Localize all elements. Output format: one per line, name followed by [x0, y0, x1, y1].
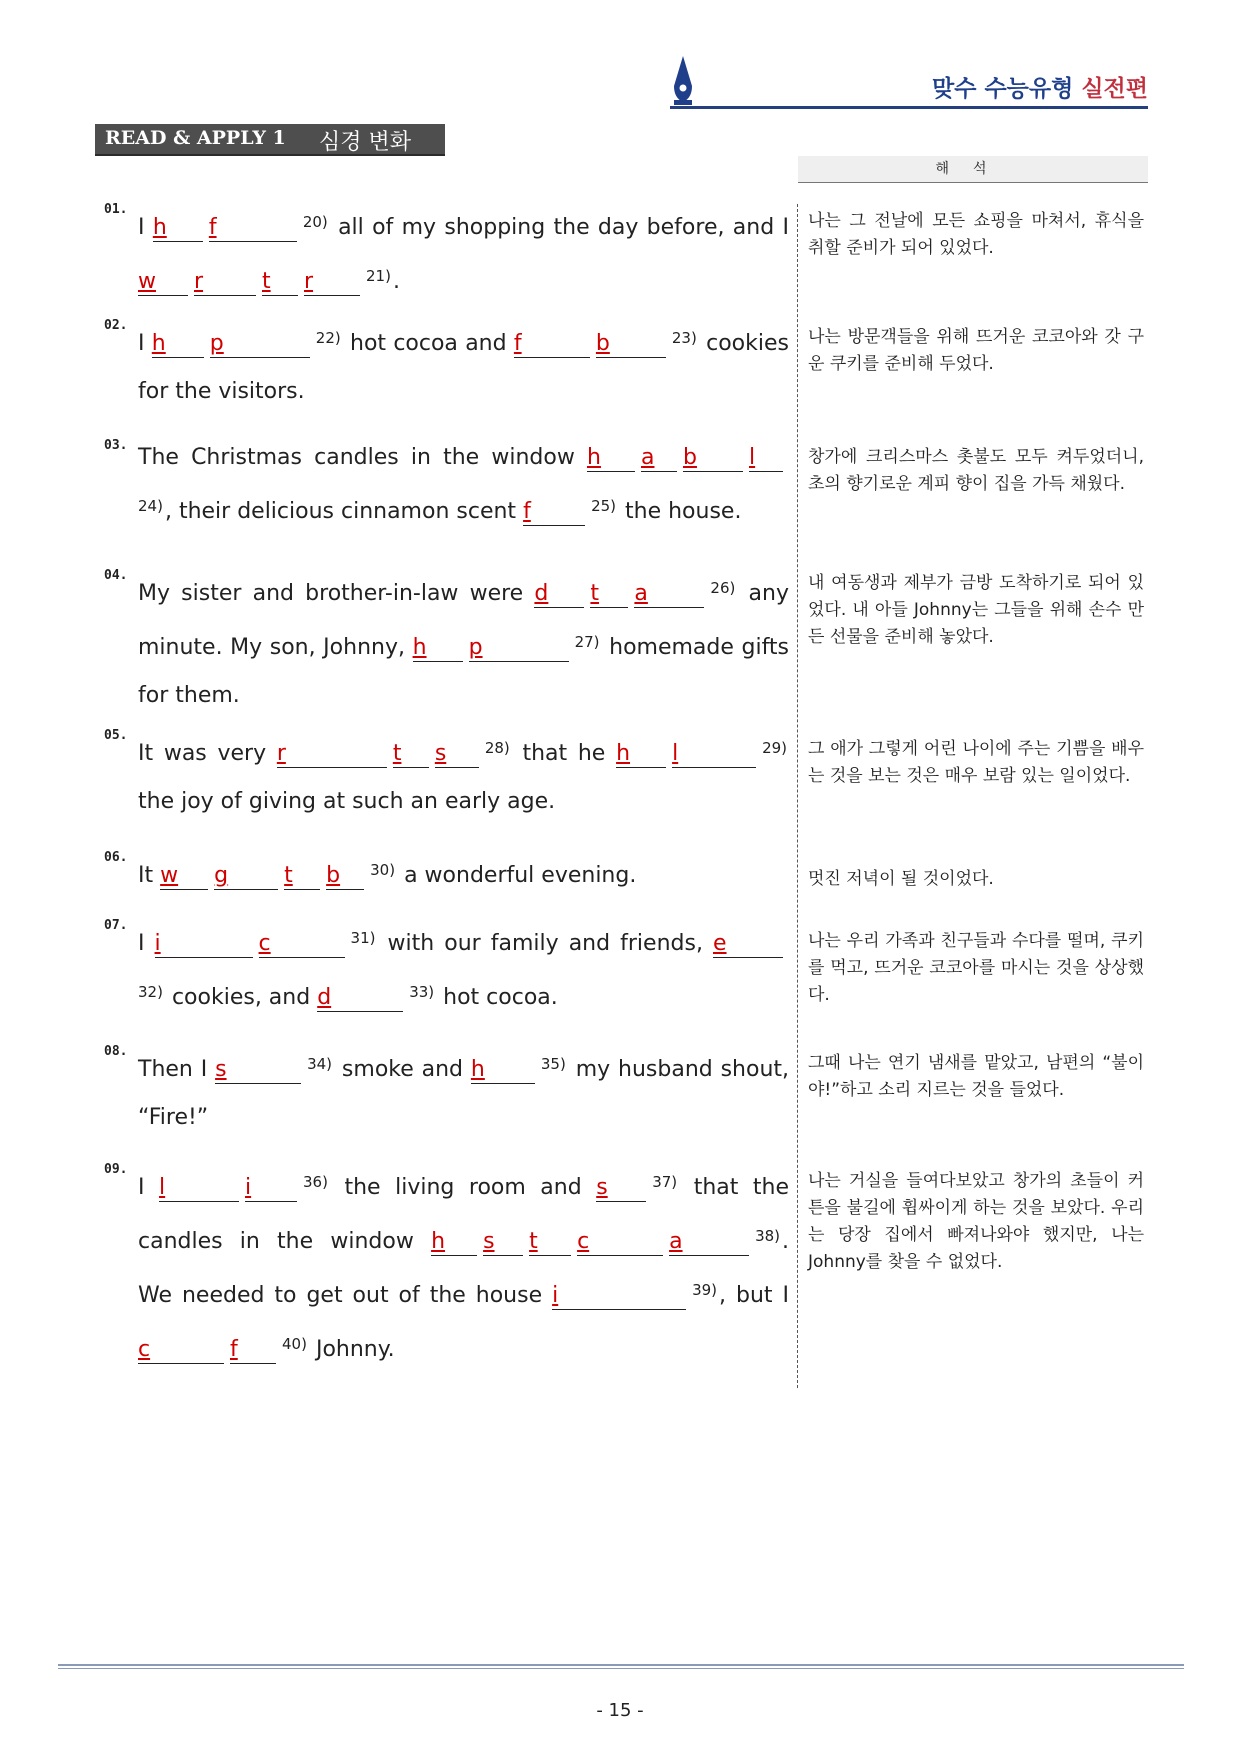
exercise-sentence: I l i $^{36)}$ the living room and s $^{37)}$ that the candles in the window h s t c a $^{38)}$. We needed to get out of the house i $^{39)}$, but I c f $^{40)}$ Johnny.: [138, 1173, 790, 1362]
answer-blank[interactable]: t: [262, 269, 298, 296]
answer-blank[interactable]: h: [152, 331, 204, 358]
answer-blank[interactable]: i: [245, 1175, 297, 1202]
answer-blank[interactable]: s: [596, 1175, 646, 1202]
item-number: 02.: [104, 318, 128, 333]
answer-blank[interactable]: r: [304, 269, 360, 296]
exercise-sentence: My sister and brother-in-law were d t a $^{26)}$ any minute. My son, Johnny, h p $^{27)}$ homemade gifts for them.: [138, 579, 790, 708]
column-divider: [797, 204, 798, 1388]
translation-text: 멋진 저녁이 될 것이었다.: [808, 869, 994, 889]
exercise-sentence: I h f $^{20)}$ all of my shopping the day before, and I w r t r $^{21)}$.: [138, 213, 789, 294]
answer-blank[interactable]: r: [194, 269, 256, 296]
footer-rule: [58, 1668, 1184, 1669]
answer-blank[interactable]: f: [523, 499, 585, 526]
item-number: 06.: [104, 850, 128, 865]
exercise-sentence: I i c $^{31)}$ with our family and friends, $e^{32)}$ cookies, and d $^{33)}$ hot cocoa.: [138, 914, 789, 1022]
answer-blank[interactable]: s: [435, 741, 479, 768]
answer-blank[interactable]: s: [483, 1229, 523, 1256]
exercise-sentence: It w g t b $^{30)}$ a wonderful evening.: [138, 861, 637, 888]
answer-blank[interactable]: t: [393, 741, 429, 768]
exercise-item: [104, 564, 789, 720]
brand-main: 맞수 수능유형: [932, 76, 1082, 102]
answer-blank[interactable]: a: [641, 445, 677, 472]
answer-blank[interactable]: h: [413, 635, 463, 662]
exercise-item: [104, 434, 789, 536]
exercise-sentence: It was very r t s $^{28)}$ that he h l $^{29)}$ the joy of giving at such an early age.: [138, 739, 788, 814]
exercise-item: [104, 1040, 789, 1142]
answer-blank[interactable]: b: [683, 445, 743, 472]
answer-blank[interactable]: t: [529, 1229, 571, 1256]
header-brand: [932, 70, 1148, 103]
answer-blank[interactable]: r: [277, 741, 387, 768]
answer-blank[interactable]: l: [672, 741, 756, 768]
exercise-item: [104, 198, 789, 306]
item-number: 03.: [104, 438, 128, 453]
exercise-item: [104, 724, 789, 826]
answer-blank[interactable]: h: [431, 1229, 477, 1256]
answer-blank[interactable]: i: [155, 931, 253, 958]
answer-blank[interactable]: l: [749, 445, 783, 472]
item-number: 08.: [104, 1044, 128, 1059]
answer-blank[interactable]: t: [284, 863, 320, 890]
translation-header: 해석: [798, 156, 1148, 183]
answer-blank[interactable]: p: [469, 635, 569, 662]
answer-blank[interactable]: a: [669, 1229, 749, 1256]
section-banner: [95, 124, 445, 156]
answer-blank[interactable]: d: [534, 581, 584, 608]
answer-blank[interactable]: w: [138, 269, 188, 296]
item-number: 01.: [104, 202, 128, 217]
answer-blank[interactable]: h: [587, 445, 635, 472]
answer-blank[interactable]: c: [577, 1229, 663, 1256]
item-number: 09.: [104, 1162, 128, 1177]
item-number: 05.: [104, 728, 128, 743]
answer-blank[interactable]: b: [326, 863, 364, 890]
translation-text: 나는 방문객들을 위해 뜨거운 코코아와 갓 구운 쿠키를 준비해 두었다.: [808, 327, 1144, 374]
answer-blank[interactable]: a: [634, 581, 704, 608]
exercise-item: [104, 914, 789, 1022]
translation-text: 그 애가 그렇게 어린 나이에 주는 기쁨을 배우는 것을 보는 것은 매우 보람 있는 일이었다.: [808, 739, 1144, 786]
exercise-item: [104, 846, 789, 900]
answer-blank[interactable]: h: [616, 741, 666, 768]
item-number: 04.: [104, 568, 128, 583]
answer-blank[interactable]: t: [590, 581, 628, 608]
fountain-pen-icon: [672, 56, 694, 106]
answer-blank[interactable]: b: [596, 331, 666, 358]
page-number: - 15 -: [596, 1700, 644, 1721]
translation-text: 창가에 크리스마스 촛불도 모두 켜두었더니, 초의 향기로운 계피 향이 집을 가득 채웠다.: [808, 447, 1144, 494]
brand-accent: 실전편: [1081, 76, 1148, 102]
exercise-item: [104, 1158, 789, 1374]
answer-blank[interactable]: w: [160, 863, 208, 890]
section-title-ko: 심경 변화: [319, 130, 412, 155]
answer-blank[interactable]: i: [552, 1283, 686, 1310]
exercise-sentence: The Christmas candles in the window h a b $l^{24)}$, their delicious cinnamon scent f $^{25)}$ the house.: [138, 434, 789, 536]
exercise-sentence: Then I s $^{34)}$ smoke and h $^{35)}$ my husband shout, “Fire!”: [138, 1055, 790, 1130]
answer-blank[interactable]: f: [209, 215, 297, 242]
translation-text: 나는 그 전날에 모든 쇼핑을 마쳐서, 휴식을 취할 준비가 되어 있었다.: [808, 211, 1144, 258]
header-rule: [670, 106, 1148, 109]
answer-blank[interactable]: e: [713, 931, 783, 958]
answer-blank[interactable]: p: [210, 331, 310, 358]
answer-blank[interactable]: h: [153, 215, 203, 242]
answer-blank[interactable]: d: [317, 985, 403, 1012]
answer-blank[interactable]: c: [259, 931, 345, 958]
answer-blank[interactable]: f: [514, 331, 590, 358]
translation-text: 그때 나는 연기 냄새를 맡았고, 남편의 “불이야!”하고 소리 지르는 것을 들었다.: [808, 1053, 1144, 1100]
translation-text: 나는 우리 가족과 친구들과 수다를 떨며, 쿠키를 먹고, 뜨거운 코코아를 마시는 것을 상상했다.: [808, 931, 1144, 1005]
translation-text: 내 여동생과 제부가 금방 도착하기로 되어 있었다. 내 아들 Johnny는 그들을 위해 손수 만든 선물을 준비해 놓았다.: [808, 573, 1144, 647]
answer-blank[interactable]: c: [138, 1337, 224, 1364]
answer-blank[interactable]: l: [159, 1175, 239, 1202]
answer-blank[interactable]: h: [471, 1057, 535, 1084]
item-number: 07.: [104, 918, 128, 933]
answer-blank[interactable]: g: [214, 863, 278, 890]
section-title-en: READ & APPLY 1: [105, 127, 286, 149]
translation-text: 나는 거실을 들여다보았고 창가의 초들이 커튼을 불길에 휩싸이게 하는 것을 보았다. 우리는 당장 집에서 빠져나와야 했지만, 나는 Johnny를 찾을 수 없었다.: [808, 1171, 1144, 1272]
answer-blank[interactable]: f: [230, 1337, 276, 1364]
answer-blank[interactable]: s: [215, 1057, 301, 1084]
footer-rule: [58, 1664, 1184, 1666]
exercise-sentence: I h p $^{22)}$ hot cocoa and f b $^{23)}$ cookies for the visitors.: [138, 329, 789, 404]
exercise-item: [104, 314, 789, 416]
